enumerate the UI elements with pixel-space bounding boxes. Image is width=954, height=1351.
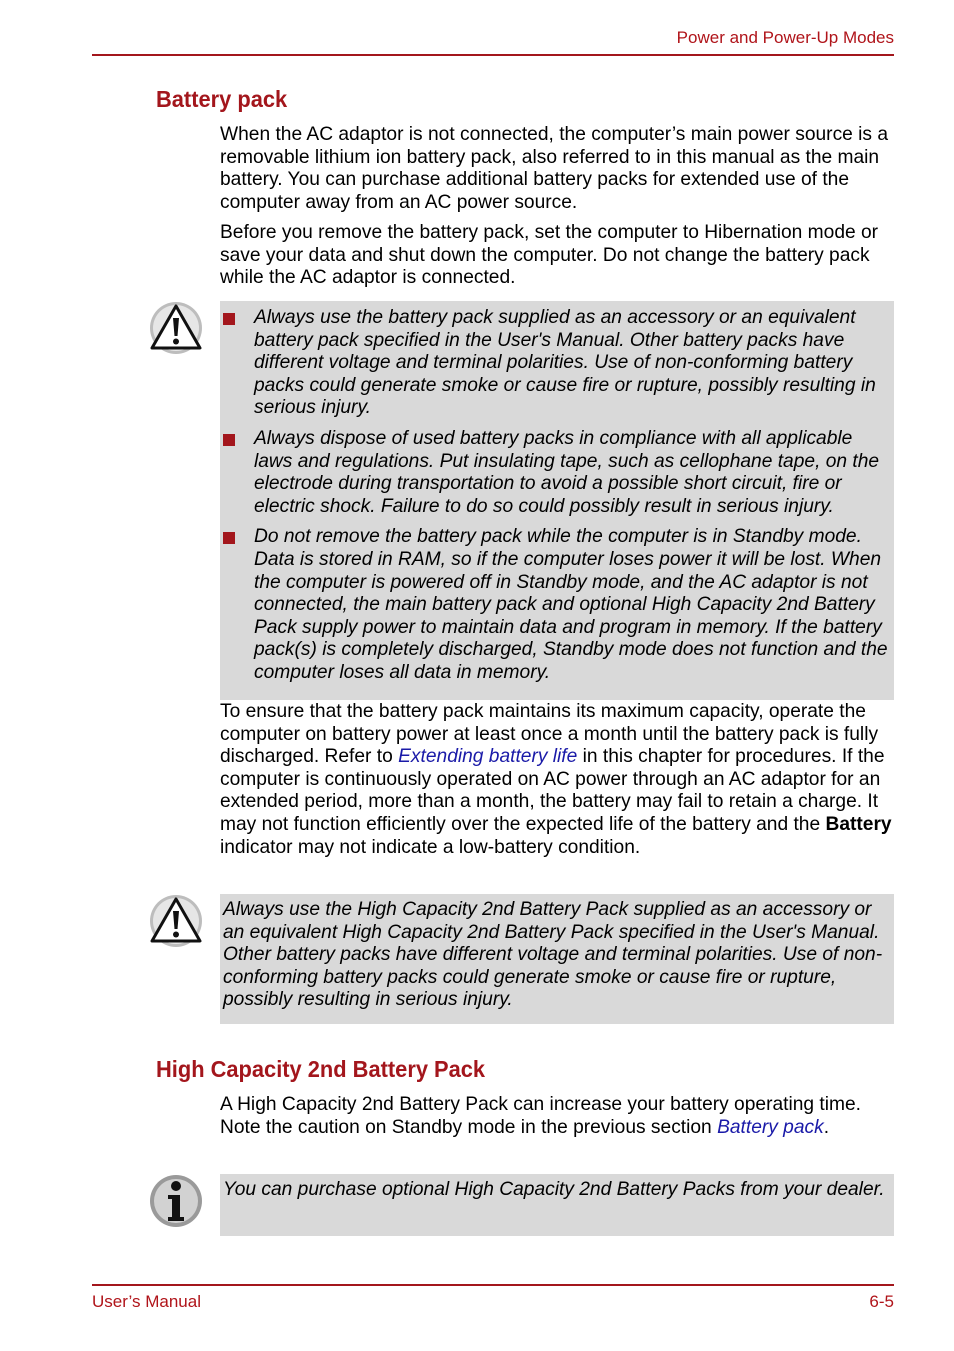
- footer-manual-title: User’s Manual: [92, 1292, 201, 1311]
- caution-text: Always use the battery pack supplied as an accessory or an equivalent battery pack specified in the User's Manual. Other battery packs have different voltage and terminal polarities. Use of non-conforming battery packs could generate smoke or cause fire or rupture, possibly resulting in serious injury.: [254, 307, 876, 419]
- section-heading-battery-pack: Battery pack: [156, 86, 288, 112]
- header-rule: [92, 54, 894, 56]
- link-extending-battery-life[interactable]: Extending battery life: [398, 746, 578, 768]
- bullet-square-icon: [223, 313, 235, 325]
- text-run: in this chapter for procedures. If the computer is continuously operated on AC power through an AC adaptor for an extended period, more than a month, the battery may fail to retain a charge. It may not function efficiently over the expected life of the battery and the: [220, 746, 885, 835]
- battery-indicator-term: Battery: [825, 813, 892, 835]
- paragraph-battery-remove: Before you remove the battery pack, set the computer to Hibernation mode or save your data and shut down the computer. Do not change the battery pack while the AC adaptor is connected.: [220, 222, 879, 289]
- warning-triangle-icon: [148, 893, 204, 949]
- text-run: .: [823, 1116, 830, 1138]
- bullet-square-icon: [223, 434, 235, 446]
- caution-text: Always dispose of used battery packs in compliance with all applicable laws and regulations. Put insulating tape, such as cellophane tape, on the electrode during transportation to avoid a possible short circuit, fire or electric shock. Failure to do so could possibly result in serious injury.: [254, 427, 880, 517]
- warning-triangle-icon: [148, 300, 204, 356]
- caution-box-battery: [220, 301, 894, 700]
- note-box-purchase: [220, 1174, 894, 1236]
- caution-text: Always use the High Capacity 2nd Battery Pack supplied as an accessory or an equivalent High Capacity 2nd Battery Pack specified in the User's Manual. Other battery packs have different voltage and terminal polarities. Use of non-conforming battery packs could generate smoke or cause fire or rupture, possibly resulting in serious injury.: [223, 899, 883, 1011]
- paragraph-high-capacity: [220, 1094, 896, 1139]
- footer-rule: [92, 1284, 894, 1286]
- text-run: To ensure that the battery pack maintains its maximum capacity, operate the computer on battery power at least once a month until the battery pack is fully discharged. Refer to: [220, 701, 879, 768]
- info-icon: [148, 1173, 204, 1229]
- bullet-square-icon: [223, 532, 235, 544]
- caution-item: [220, 526, 894, 684]
- paragraph-battery-maintenance: [220, 701, 896, 859]
- caution-text: Do not remove the battery pack while the computer is in Standby mode. Data is stored in RAM, so if the computer loses power it will be lost. When the computer is powered off in Standby mode, and the AC adaptor is not connected, the main battery pack and optional High Capacity 2nd Battery Pack supply power to maintain data and program in memory. If the battery pack(s) is completely discharged, Standby mode does not function and the computer loses all data in memory.: [254, 526, 888, 683]
- page-number: 6-5: [869, 1292, 894, 1311]
- caution-item: [220, 428, 894, 518]
- caution-box-high-capacity: [220, 894, 894, 1024]
- running-header: Power and Power-Up Modes: [676, 28, 894, 47]
- section-heading-high-capacity: High Capacity 2nd Battery Pack: [156, 1056, 486, 1082]
- link-battery-pack[interactable]: Battery pack: [717, 1116, 824, 1138]
- note-text: You can purchase optional High Capacity 2nd Battery Packs from your dealer.: [223, 1179, 885, 1200]
- text-run: A High Capacity 2nd Battery Pack can increase your battery operating time. Note the caution on Standby mode in the previous section: [220, 1094, 861, 1138]
- paragraph-battery-intro: When the AC adaptor is not connected, the computer’s main power source is a removable lithium ion battery pack, also referred to in this manual as the main battery. You can purchase additional battery packs for extended use of the computer away from an AC power source.: [220, 124, 889, 213]
- caution-item: [220, 307, 894, 420]
- text-run: indicator may not indicate a low-battery condition.: [220, 836, 641, 858]
